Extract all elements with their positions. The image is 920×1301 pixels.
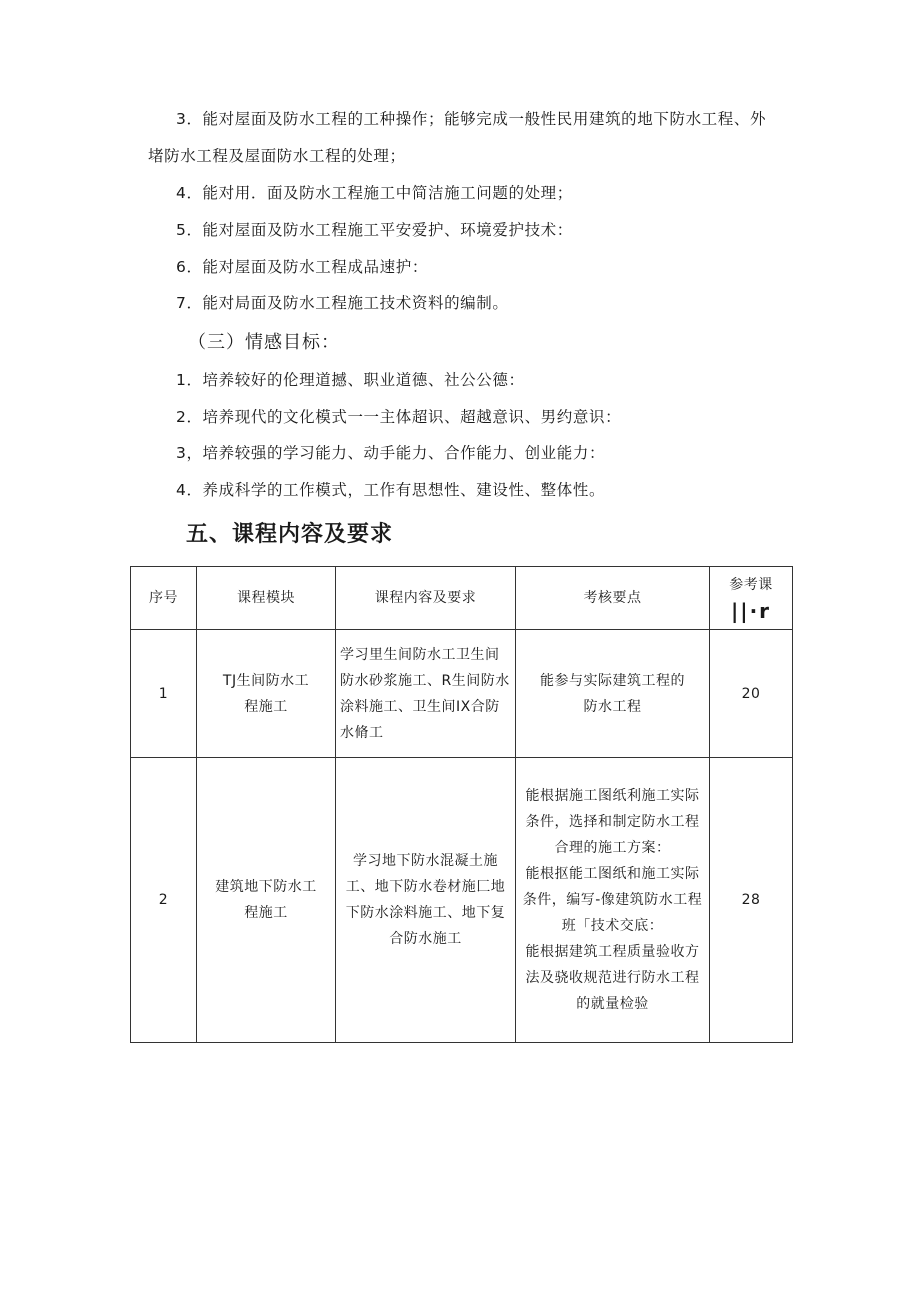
point-item: 能根抠能工图纸和施工实际条件，编写-像建筑防水工程班「技术交底：: [522, 866, 703, 934]
cell-points: [516, 630, 710, 758]
cell-hours: 20: [710, 630, 793, 758]
cell-hours: 28: [710, 758, 793, 1043]
cell-module: TJ生间防水工程施工: [197, 630, 336, 758]
header-no: 序号: [131, 567, 197, 630]
cell-content: 学习里生间防水工卫生间防水砂浆施工、R生间防水涂料施工、卫生间IX合防水脩工: [336, 630, 516, 758]
point-item: 能参与实际建筑工程的防水工程: [540, 672, 685, 715]
point-item: 能根据施工图纸利施工实际条件，选择和制定防水工程合理的施工方案：: [525, 788, 700, 856]
header-module: 课程模块: [197, 567, 336, 630]
emotion-item-1: 1．培养较好的伦理道撼、职业道德、社公公德：: [176, 371, 525, 389]
header-ref-line2: ||·r: [730, 599, 772, 623]
emotion-item-2: 2．培养现代的文化模式一一主体超识、超越意识、男约意识：: [176, 408, 622, 426]
emotion-heading: （三）情感目标：: [188, 332, 340, 353]
skill-item-4: 4．能对用．面及防水工程施工中简洁施工问题的处理；: [176, 184, 573, 202]
header-content: 课程内容及要求: [336, 567, 516, 630]
table-row: [131, 758, 793, 1043]
emotion-item-3: 3，培养较强的学习能力、动手能力、合作能力、创业能力：: [176, 444, 606, 462]
header-reference-hours: [710, 567, 793, 630]
cell-points: [516, 758, 710, 1043]
skill-item-3-line1: 3．能对屋面及防水工程的工种操作；能够完成一般性民用建筑的地下防水工程、外: [176, 110, 767, 128]
skill-item-6: 6．能对屋面及防水工程成品速护：: [176, 258, 428, 276]
cell-module: 建筑地下防水工程施工: [197, 758, 336, 1043]
cell-no: 1: [131, 630, 197, 758]
point-item: 能根据建筑工程质量验收方法及骁收规范进行防水工程的就量检验: [525, 944, 700, 1012]
emotion-item-4: 4．养成科学的工作模式，工作有思想性、建设性、整体性。: [176, 481, 606, 499]
cell-no: 2: [131, 758, 197, 1043]
section-title: 五、课程内容及要求: [186, 522, 394, 547]
cell-content: 学习地下防水混凝土施工、地下防水卷材施匚地下防水涂料施工、地下复合防水施工: [336, 758, 516, 1043]
skill-item-5: 5．能对屋面及防水工程施工平安爱护、环境爱护技术：: [176, 221, 573, 239]
header-points: 考核要点: [516, 567, 710, 630]
table-header-row: [131, 567, 793, 630]
header-ref-line1: 参考课: [729, 577, 773, 593]
skill-item-7: 7．能对局面及防水工程施工技术资料的编制。: [176, 294, 509, 312]
table-row: [131, 630, 793, 758]
course-content-table: [130, 566, 793, 1043]
skill-item-3-line2: 堵防水工程及屋面防水工程的处理；: [148, 147, 406, 165]
